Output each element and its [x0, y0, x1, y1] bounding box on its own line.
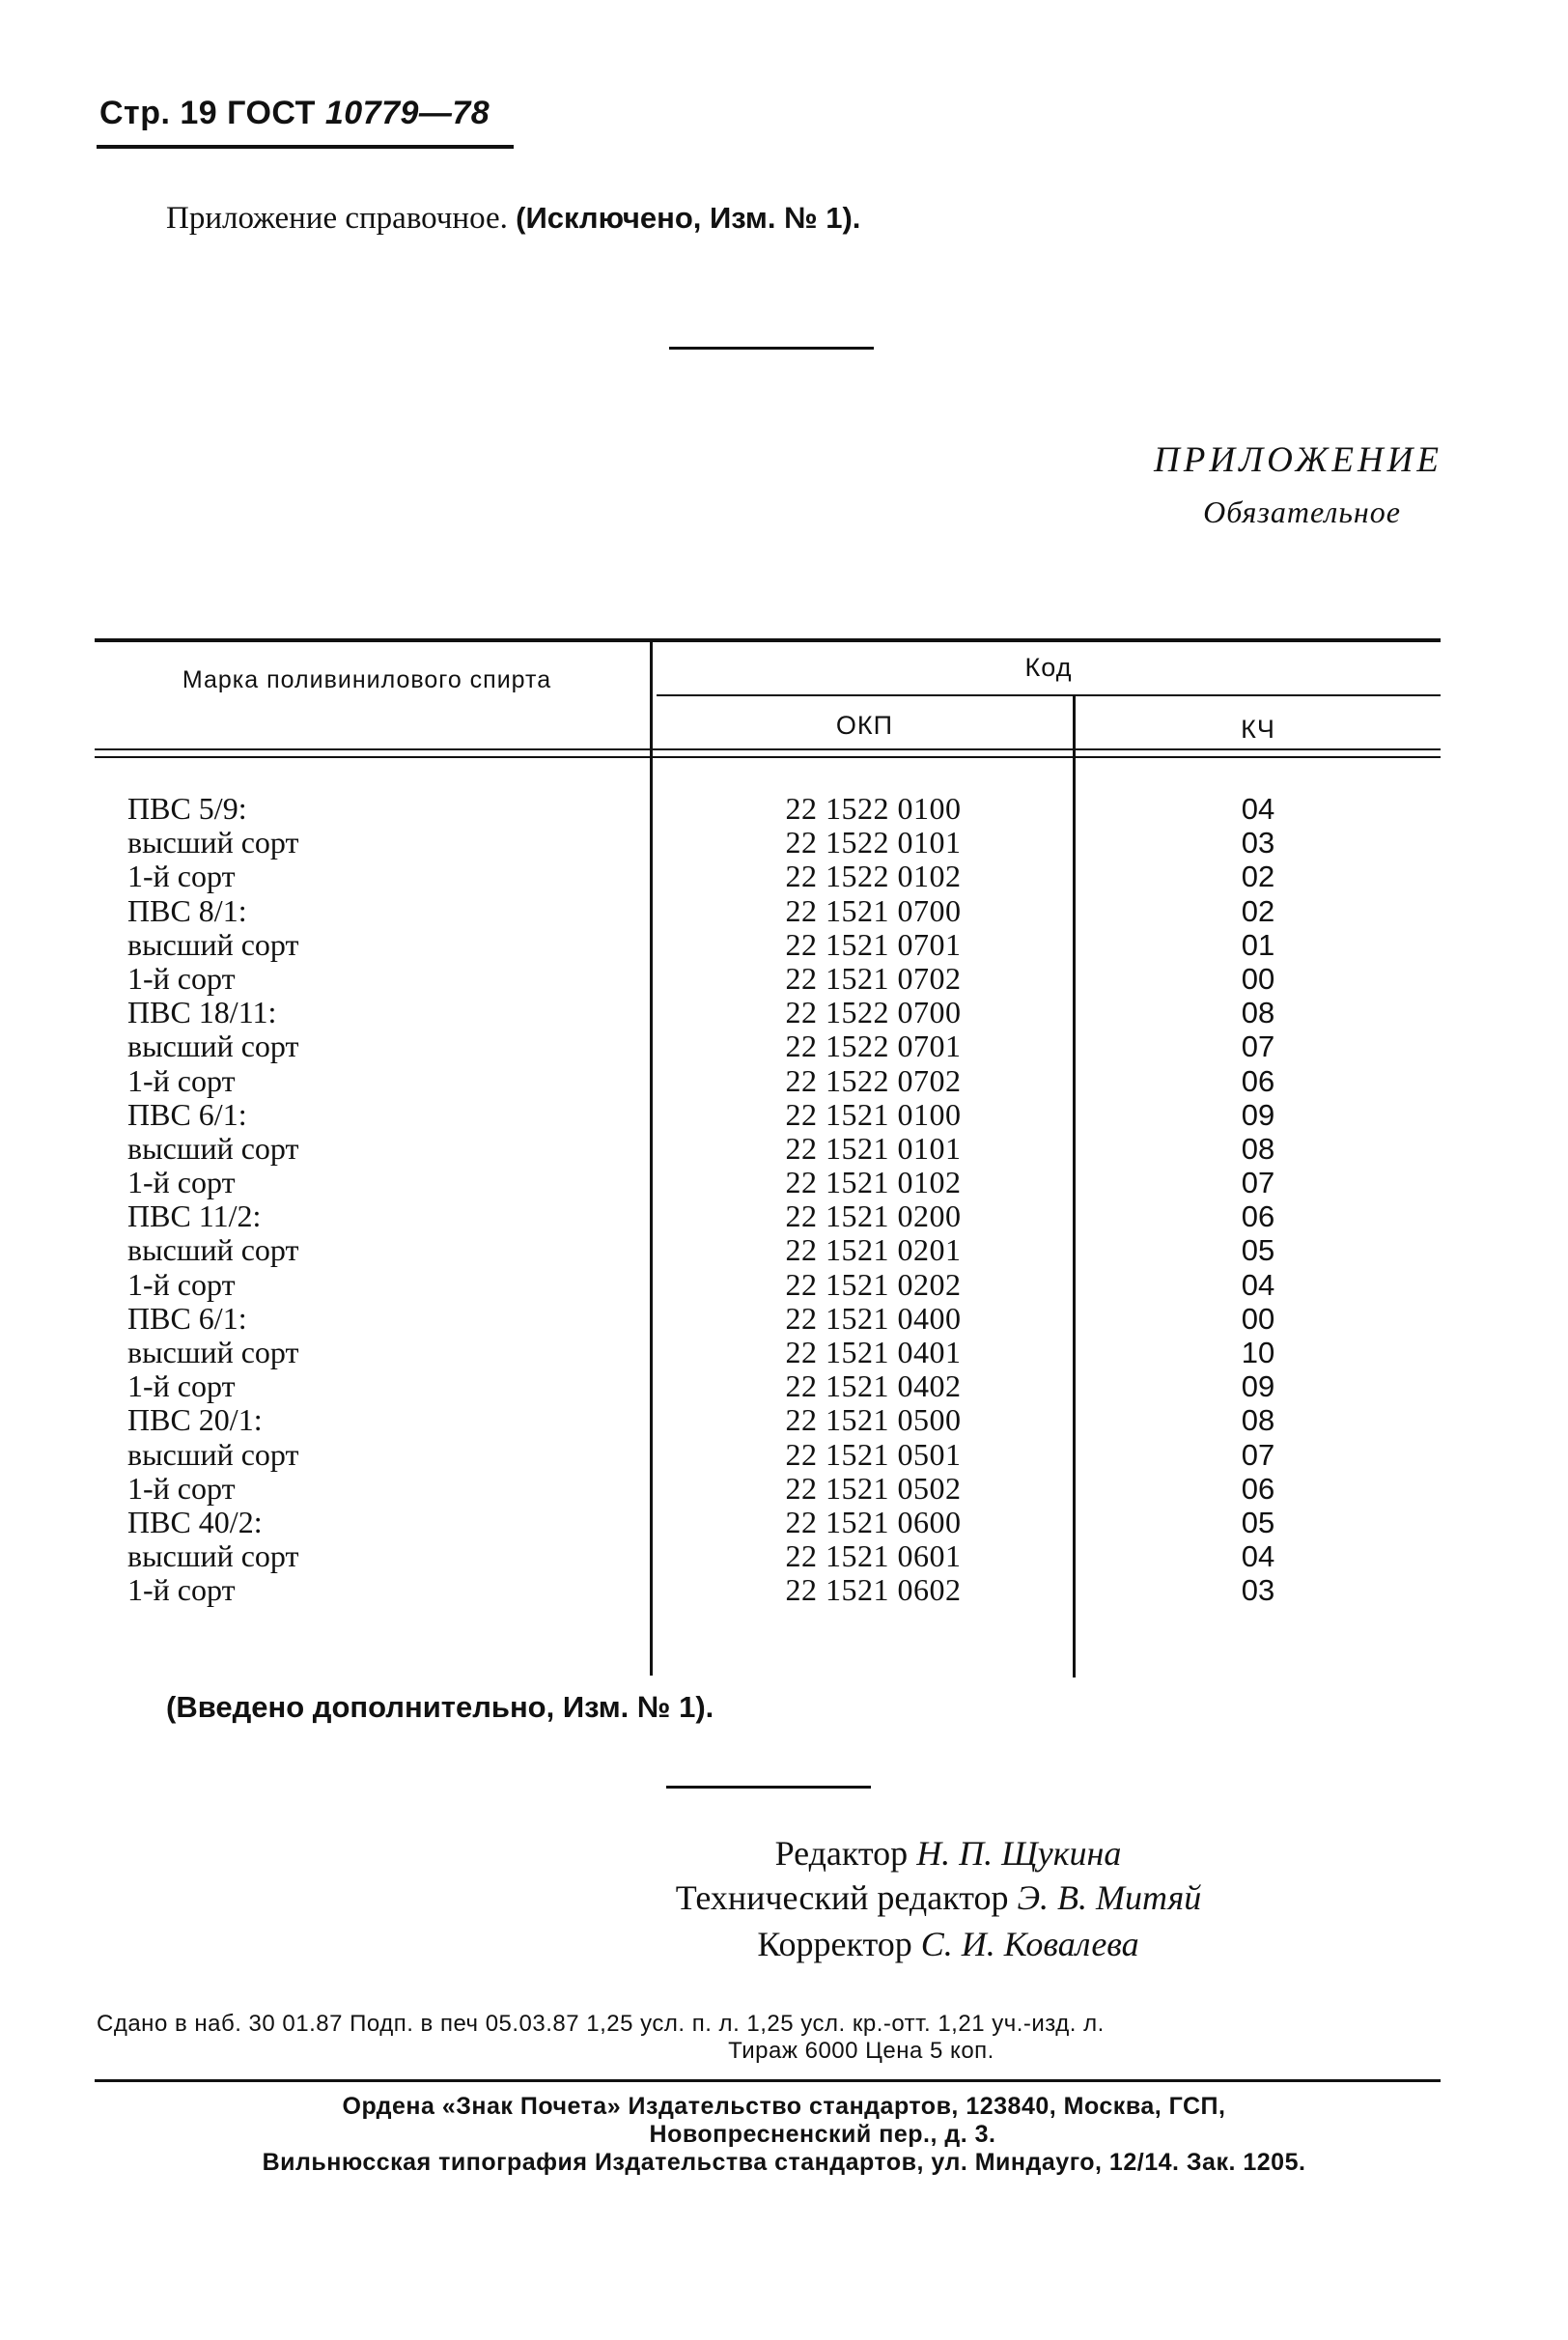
- table-cell-kch: 08: [1241, 1403, 1275, 1438]
- table-cell-mark: высший сорт: [127, 1029, 299, 1064]
- table-cell-kch: 01: [1241, 927, 1275, 962]
- table-cell-okp: 22 1521 0100: [785, 1096, 962, 1132]
- table-top-rule: [95, 638, 1441, 642]
- header-rule: [97, 145, 514, 149]
- table-cell-kch: 07: [1241, 1166, 1275, 1200]
- column-okp: [657, 792, 1073, 1608]
- table-cell-kch: 06: [1241, 1199, 1275, 1234]
- table-cell-mark: высший сорт: [127, 1335, 299, 1369]
- credit-role: Корректор: [757, 1925, 912, 1963]
- table-cell-kch: 10: [1241, 1336, 1275, 1369]
- table-cell-kch: 02: [1241, 893, 1275, 928]
- table-cell-okp: 22 1521 0602: [785, 1572, 962, 1608]
- imprint-line: Новопресненский пер., д. 3.: [649, 2121, 996, 2148]
- table-cell-mark: высший сорт: [127, 1232, 299, 1268]
- table-cell-kch: 05: [1241, 1505, 1275, 1539]
- table-cell-mark: высший сорт: [127, 1436, 299, 1472]
- reference-note: [166, 201, 860, 237]
- table-cell-mark: высший сорт: [127, 825, 299, 860]
- table-cell-okp: 22 1521 0101: [785, 1130, 962, 1166]
- appendix-subtitle: Обязательное: [1203, 494, 1401, 529]
- appendix-title: ПРИЛОЖЕНИЕ: [1154, 440, 1442, 480]
- table-cell-okp: 22 1521 0400: [785, 1300, 962, 1336]
- table-cell-mark: ПВС 20/1:: [127, 1402, 263, 1438]
- table-cell-okp: 22 1521 0200: [785, 1198, 962, 1234]
- credit-role: Технический редактор: [675, 1878, 1009, 1917]
- table-header-rule: [95, 748, 1441, 750]
- table-cell-mark: высший сорт: [127, 1538, 299, 1574]
- table-cell-kch: 02: [1241, 860, 1275, 894]
- table-cell-kch: 03: [1241, 1573, 1275, 1608]
- table-cell-mark: ПВС 8/1:: [127, 892, 247, 928]
- imprint-rule: [95, 2079, 1441, 2082]
- table-cell-okp: 22 1522 0101: [785, 825, 962, 860]
- table-cell-mark: 1-й сорт: [127, 1368, 236, 1404]
- column-header-okp: ОКП: [835, 711, 894, 740]
- credit-name: Э. В. Митяй: [1017, 1878, 1202, 1917]
- table-cell-mark: ПВС 6/1:: [127, 1096, 247, 1132]
- table-cell-okp: 22 1521 0701: [785, 926, 962, 962]
- credit-tech-editor: [0, 1877, 1568, 1918]
- table-cell-kch: 09: [1241, 1097, 1275, 1132]
- credit-proofreader: [0, 1924, 1568, 1964]
- table-cell-okp: 22 1522 0100: [785, 791, 962, 826]
- credit-role: Редактор: [774, 1834, 909, 1873]
- table-cell-kch: 08: [1241, 996, 1275, 1030]
- table-cell-kch: 09: [1241, 1369, 1275, 1404]
- table-cell-okp: 22 1521 0601: [785, 1538, 962, 1574]
- doc-number: 10779—78: [324, 95, 490, 131]
- page-label: Стр. 19 ГОСТ: [99, 95, 316, 131]
- table-cell-okp: 22 1522 0700: [785, 995, 962, 1030]
- column-mark: [127, 792, 630, 1608]
- table-cell-okp: 22 1521 0501: [785, 1436, 962, 1472]
- table-cell-mark: высший сорт: [127, 926, 299, 962]
- table-cell-kch: 00: [1241, 961, 1275, 996]
- column-header-mark: Марка поливинилового спирта: [182, 666, 552, 693]
- table-cell-mark: высший сорт: [127, 1130, 299, 1166]
- table-cell-kch: 05: [1241, 1233, 1275, 1268]
- table-cell-okp: 22 1521 0402: [785, 1368, 962, 1404]
- table-cell-mark: ПВС 6/1:: [127, 1300, 247, 1336]
- table-cell-kch: 08: [1241, 1131, 1275, 1166]
- table-cell-kch: 07: [1241, 1029, 1275, 1064]
- table-cell-kch: 04: [1241, 792, 1275, 826]
- table-cell-mark: 1-й сорт: [127, 1572, 236, 1608]
- credit-editor: [0, 1833, 1568, 1874]
- table-cell-okp: 22 1521 0500: [785, 1402, 962, 1438]
- column-kch: [1076, 792, 1441, 1608]
- table-cell-mark: ПВС 18/11:: [127, 995, 277, 1030]
- column-header-code: Код: [1024, 653, 1073, 682]
- table-cell-kch: 04: [1241, 1267, 1275, 1302]
- table-cell-okp: 22 1521 0502: [785, 1470, 962, 1506]
- page-header: [99, 95, 490, 132]
- table-cell-kch: 06: [1241, 1471, 1275, 1506]
- introduced-note: (Введено дополнительно, Изм. № 1).: [166, 1690, 714, 1724]
- reference-note-bold: (Исключено, Изм. № 1).: [516, 201, 861, 235]
- table-cell-kch: 06: [1241, 1063, 1275, 1098]
- imprint-line: Тираж 6000 Цена 5 коп.: [728, 2038, 994, 2064]
- table-cell-kch: 04: [1241, 1539, 1275, 1574]
- table-cell-mark: ПВС 40/2:: [127, 1504, 263, 1539]
- imprint-line: Вильнюсская типография Издательства стандартов, ул. Миндауго, 12/14. Зак. 1205.: [262, 2149, 1306, 2176]
- table-cell-okp: 22 1521 0102: [785, 1165, 962, 1200]
- table-cell-kch: 03: [1241, 826, 1275, 860]
- table-cell-mark: 1-й сорт: [127, 1470, 236, 1506]
- table-cell-mark: 1-й сорт: [127, 859, 236, 894]
- table-cell-kch: 07: [1241, 1437, 1275, 1472]
- table-cell-mark: 1-й сорт: [127, 1266, 236, 1302]
- table-cell-okp: 22 1521 0700: [785, 892, 962, 928]
- table-code-rule: [657, 694, 1441, 696]
- table-cell-okp: 22 1521 0702: [785, 960, 962, 996]
- credit-name: Н. П. Щукина: [916, 1834, 1122, 1873]
- divider-rule: [666, 1786, 871, 1789]
- table-cell-mark: ПВС 5/9:: [127, 791, 247, 826]
- table-cell-okp: 22 1521 0600: [785, 1504, 962, 1539]
- table-cell-okp: 22 1521 0202: [785, 1266, 962, 1302]
- table-cell-okp: 22 1522 0102: [785, 859, 962, 894]
- table-cell-okp: 22 1521 0201: [785, 1232, 962, 1268]
- credit-name: С. И. Ковалева: [920, 1925, 1139, 1963]
- divider-rule: [669, 347, 874, 350]
- imprint-line: Ордена «Знак Почета» Издательство стандартов, 123840, Москва, ГСП,: [342, 2093, 1226, 2120]
- table-cell-okp: 22 1522 0702: [785, 1062, 962, 1098]
- table-cell-kch: 00: [1241, 1301, 1275, 1336]
- column-header-kch: КЧ: [1241, 715, 1275, 744]
- table-cell-mark: 1-й сорт: [127, 1165, 236, 1200]
- table-cell-mark: ПВС 11/2:: [127, 1198, 262, 1234]
- table-cell-mark: 1-й сорт: [127, 1062, 236, 1098]
- table-header-rule: [95, 756, 1441, 758]
- imprint-line: Сдано в наб. 30 01.87 Подп. в печ 05.03.87 1,25 усл. п. л. 1,25 усл. кр.-отт. 1,21 уч.-изд. л.: [97, 2011, 1105, 2037]
- reference-note-text: Приложение справочное.: [166, 201, 508, 236]
- table-cell-okp: 22 1522 0701: [785, 1029, 962, 1064]
- table-cell-mark: 1-й сорт: [127, 960, 236, 996]
- table-cell-okp: 22 1521 0401: [785, 1335, 962, 1369]
- table-column-divider: [650, 642, 653, 1676]
